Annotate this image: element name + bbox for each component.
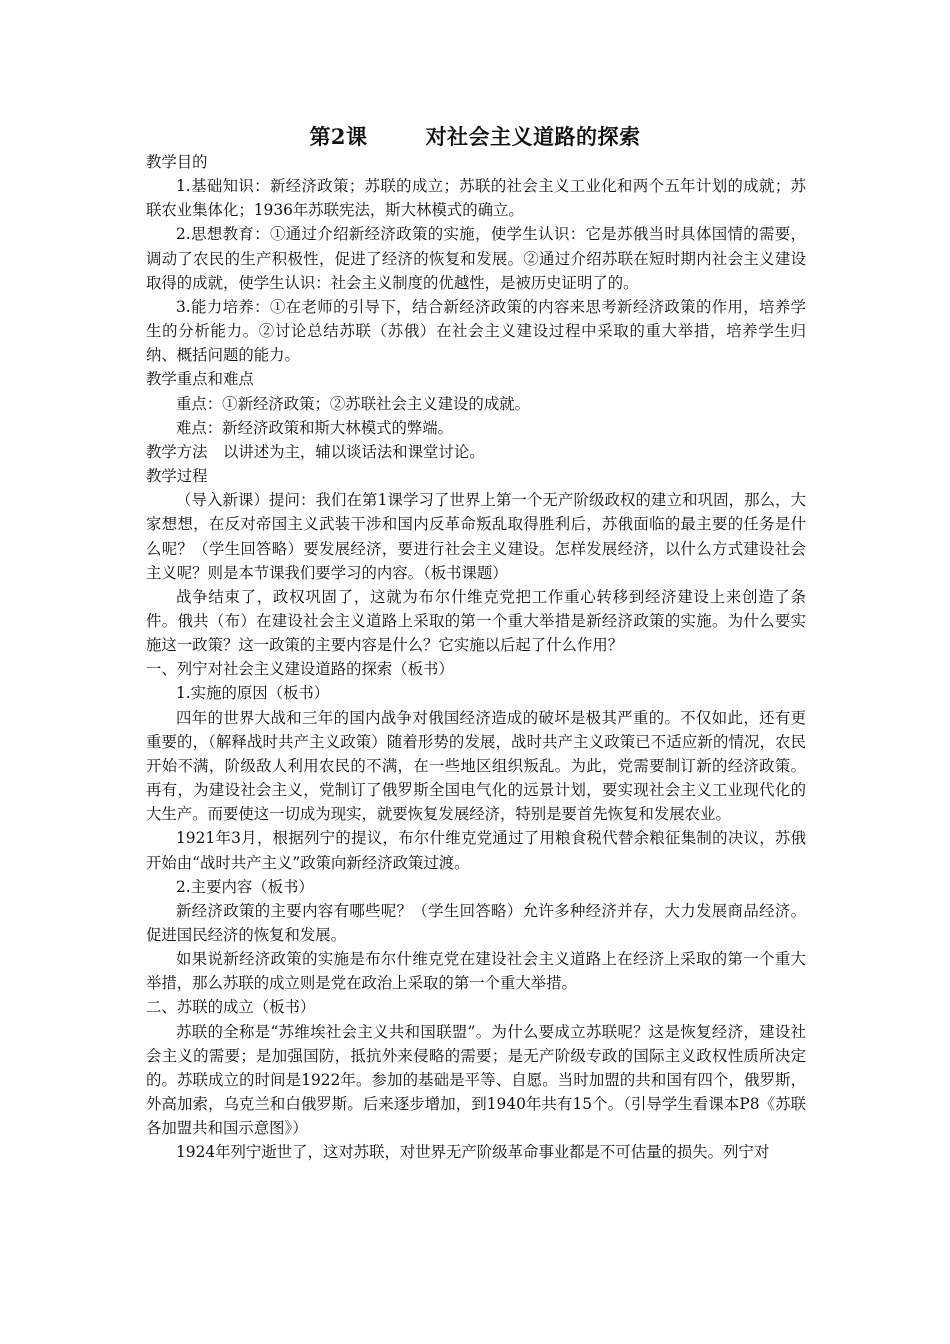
paragraph: 1.基础知识：新经济政策；苏联的成立；苏联的社会主义工业化和两个五年计划的成就；苏联农业集体化；1936年苏联宪法，斯大林模式的确立。	[146, 177, 806, 220]
paragraph: 新经济政策的主要内容有哪些呢？（学生回答略）允许多种经济并存，大力发展商品经济。促进国民经济的恢复和发展。	[146, 901, 806, 944]
section-heading: 二、苏联的成立（板书）	[146, 998, 316, 1017]
section-heading: 教学方法 以讲述为主，辅以谈话法和课堂讨论。	[146, 442, 485, 461]
lesson-name: 对社会主义道路的探索	[425, 124, 641, 149]
paragraph: 2.主要内容（板书）	[176, 877, 314, 896]
lesson-number: 第2课	[309, 124, 368, 149]
section-heading: 一、列宁对社会主义建设道路的探索（板书）	[146, 660, 454, 679]
paragraph: 2.思想教育：①通过介绍新经济政策的实施，使学生认识：它是苏俄当时具体国情的需要，调动了农民的生产积极性，促进了经济的恢复和发展。②通过介绍苏联在短时期内社会主义建设取得的成就，使学生认识：社会主义制度的优越性，是被历史证明了的。	[146, 225, 806, 292]
section-heading: 教学过程	[146, 467, 208, 486]
paragraph: 四年的世界大战和三年的国内战争对俄国经济造成的破坏是极其严重的。不仅如此，还有更重要的，（解释战时共产主义政策）随着形势的发展，战时共产主义政策已不适应新的情况，农民开始不满，阶级敌人利用农民的不满，在一些地区组织叛乱。为此，党需要制订新的经济政策。再有，为建设社会主义，党制订了俄罗斯全国电气化的远景计划，要实现社会主义工业现代化的大生产。而要使这一切成为现实，就要恢复发展经济，特别是要首先恢复和发展农业。	[146, 708, 806, 824]
section-heading: 教学重点和难点	[146, 370, 254, 389]
section-heading: 教学目的	[146, 153, 208, 171]
paragraph: 1.实施的原因（板书）	[176, 684, 330, 703]
paragraph: 如果说新经济政策的实施是布尔什维克党在建设社会主义道路上在经济上采取的第一个重大举措，那么苏联的成立则是党在政治上采取的第一个重大举措。	[146, 950, 806, 993]
paragraph: 难点：新经济政策和斯大林模式的弊端。	[176, 418, 454, 437]
document-body	[146, 150, 806, 1165]
paragraph: 战争结束了，政权巩固了，这就为布尔什维克党把工作重心转移到经济建设上来创造了条件。俄共（布）在建设社会主义道路上采取的第一个重大举措是新经济政策的实施。为什么要实施这一政策？这一政策的主要内容是什么？它实施以后起了什么作用？	[146, 587, 806, 655]
paragraph: 苏联的全称是“苏维埃社会主义共和国联盟”。为什么要成立苏联呢？这是恢复经济，建设社会主义的需要；是加强国防，抵抗外来侵略的需要；是无产阶级专政的国际主义政权性质所决定的。苏联成立的时间是1922年。参加的基础是平等、自愿。当时加盟的共和国有四个，俄罗斯，外高加索，乌克兰和白俄罗斯。后来逐步增加，到1940年共有15个。（引导学生看课本P8《苏联各加盟共和国示意图》）	[146, 1022, 806, 1138]
lesson-title	[0, 122, 950, 152]
paragraph: 3.能力培养：①在老师的引导下，结合新经济政策的内容来思考新经济政策的作用，培养学生的分析能力。②讨论总结苏联（苏俄）在社会主义建设过程中采取的重大举措，培养学生归纳、概括问题的能力。	[146, 297, 806, 365]
paragraph: 1924年列宁逝世了，这对苏联，对世界无产阶级革命事业都是不可估量的损失。列宁对	[176, 1143, 770, 1162]
paragraph: （导入新课）提问：我们在第1课学习了世界上第一个无产阶级政权的建立和巩固，那么，大家想想，在反对帝国主义武装干涉和国内反革命叛乱取得胜利后，苏俄面临的最主要的任务是什么呢？（学生回答略）要发展经济，要进行社会主义建设。怎样发展经济，以什么方式建设社会主义呢？则是本节课我们要学习的内容。（板书课题）	[146, 491, 806, 582]
paragraph: 重点：①新经济政策；②苏联社会主义建设的成就。	[176, 394, 530, 413]
paragraph: 1921年3月，根据列宁的提议，布尔什维克党通过了用粮食税代替余粮征集制的决议，苏俄开始由“战时共产主义”政策向新经济政策过渡。	[146, 829, 806, 872]
